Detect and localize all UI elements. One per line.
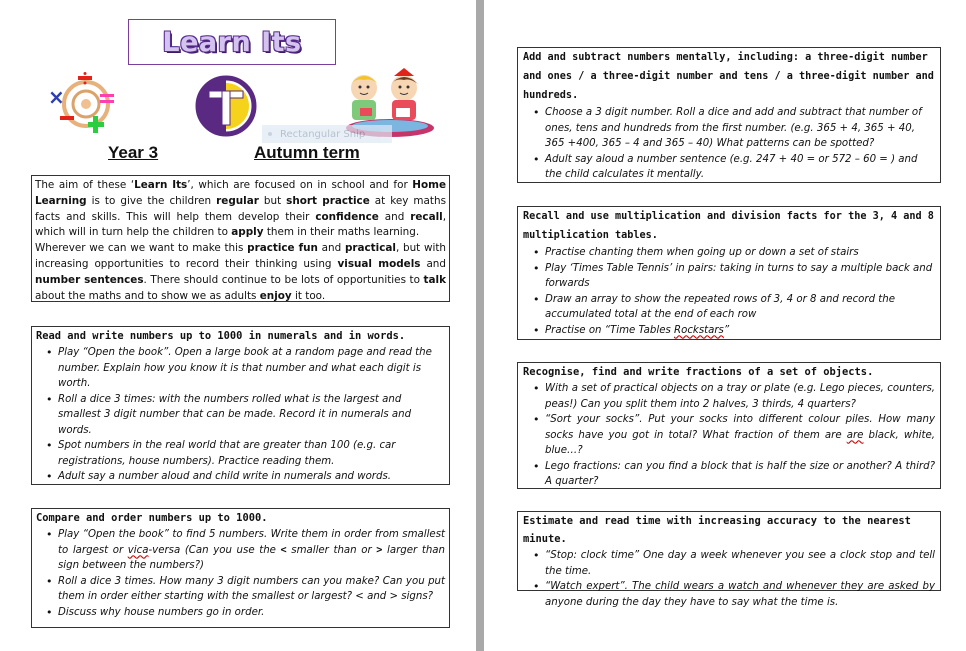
section-read-write — [31, 326, 450, 485]
text-run: them in their maths learning. — [263, 226, 420, 239]
text-run: ’, which are focused on in school and for — [187, 179, 413, 191]
text-run: and — [317, 242, 345, 255]
list-item: • Roll a dice 3 times: with the numbers rolled what is the largest and smallest 3 digit number that can be made. Record it in numerals and words. — [58, 392, 445, 439]
list-item: • Discuss why house numbers go in order. — [58, 605, 445, 621]
list-item: • “Stop: clock time” One day a week whenever you see a clock stop and tell the time. — [545, 548, 935, 579]
section-recall-tables — [517, 206, 941, 340]
spelling-flagged-word: Rockstars — [674, 324, 724, 336]
school-t-logo-icon — [195, 75, 257, 137]
list-item: • Lego fractions: can you find a block that is half the size or another? A third? A quarter? — [545, 459, 935, 490]
comparison-sign: < — [280, 544, 287, 556]
text-run: -versa (Can you use the — [148, 544, 281, 556]
item-text: Practise on “Time Tables — [545, 324, 675, 336]
text-run: Wherever we can we want to make this — [35, 242, 248, 255]
text-run: , which will in turn help the children to — [35, 210, 447, 239]
section-add-subtract — [517, 47, 941, 183]
emphasis-text: regular — [216, 194, 259, 207]
maths-symbols-icon — [48, 72, 118, 136]
text-run: at key maths facts and skills. This will help them develop their — [35, 194, 446, 223]
list-item: • Adult say aloud a number sentence (e.g. 247 + 40 = or 572 – 60 = ) and the child calculates it mentally. — [545, 152, 935, 183]
right-page — [484, 0, 966, 651]
emphasis-text: number sentences — [35, 273, 144, 286]
list-item: • Draw an array to show the repeated rows of 3, 4 or 8 and record the accumulated total at the end of each row — [545, 292, 935, 323]
text-run: and — [420, 257, 446, 270]
list-item — [545, 323, 935, 339]
text-run: it too. — [291, 289, 326, 302]
year-heading: Year 3 — [108, 143, 159, 162]
emphasis-text: recall — [410, 210, 443, 223]
list-item: • With a set of practical objects on a tray or plate (e.g. Lego pieces, counters, peas!) Can you split them into 2 halves, 3 thirds, 4 quarters? — [545, 381, 935, 412]
section-title: Recall and use multiplication and division facts for the 3, 4 and 8 multiplication tables. — [523, 211, 934, 241]
item-text: black, white, blue…? — [545, 429, 935, 456]
list-item: • Roll a dice 3 times. How many 3 digit numbers can you make? Can you put them in order either starting with the smallest or largest? < and > signs? — [58, 574, 445, 605]
list-item — [58, 527, 445, 574]
item-text: ” — [723, 324, 730, 336]
snip-label-text: Rectangular Snip — [280, 128, 366, 140]
comparison-sign: > — [376, 544, 383, 556]
section-title: Add and subtract numbers mentally, including: a three-digit number and ones / a three-digit number and tens / a three-digit number and hundreds. — [523, 52, 934, 101]
list-item — [545, 412, 935, 459]
text-run: and — [378, 210, 411, 223]
snip-dot-icon — [268, 132, 272, 136]
list-item: • Play ‘Times Table Tennis’ in pairs: taking in turns to say a multiple back and forwards — [545, 261, 935, 292]
list-item: • Play “Open the book”. Open a large book at a random page and read the number. Explain how you know it is that number and what each digit is worth. — [58, 345, 445, 392]
section-title: Recognise, find and write fractions of a set of objects. — [523, 366, 874, 378]
emphasis-text: enjoy — [259, 289, 292, 302]
emphasis-text: talk — [423, 273, 446, 286]
section-compare-order — [31, 508, 450, 628]
section-title: Read and write numbers up to 1000 in numerals and in words. — [36, 330, 406, 342]
text-run: is to give the children — [86, 194, 217, 207]
spelling-flagged-word: are — [846, 429, 864, 441]
spelling-flagged-word: vica — [127, 544, 149, 556]
text-run: . There should continue to be lots of opportunities to — [143, 273, 424, 286]
text-run: but — [258, 194, 287, 207]
list-item: • “Watch expert”. The child wears a watch and whenever they are asked by anyone during the day they have to say what the time is. — [545, 579, 935, 610]
section-fractions — [517, 362, 941, 489]
section-time — [517, 511, 941, 608]
title-box — [128, 19, 336, 65]
emphasis-text: practice fun — [247, 242, 318, 255]
snip-tool-label — [262, 125, 392, 143]
text-run: Play “Open the book” to find 5 numbers. Write them in order from smallest to largest or — [58, 529, 445, 556]
emphasis-text: confidence — [315, 210, 379, 223]
text-run: smaller than or — [286, 544, 377, 556]
section-title: Compare and order numbers up to 1000. — [36, 512, 268, 524]
left-page — [0, 0, 476, 651]
emphasis-text: apply — [231, 226, 264, 239]
svg-text:×: × — [48, 85, 65, 109]
intro-paragraph-1 — [35, 178, 446, 241]
text-run: larger than sign between the numbers?) — [58, 544, 445, 571]
emphasis-text: Home Learning — [35, 179, 447, 207]
intro-box — [31, 175, 450, 302]
intro-paragraph-2 — [35, 241, 446, 304]
emphasis-text: visual models — [337, 257, 421, 270]
emphasis-text: short practice — [286, 194, 370, 207]
list-item: • Practise chanting them when going up or down a set of stairs — [545, 245, 935, 261]
item-text: “Sort your socks”. Put your socks into different colour piles. How many socks have you got in total? What fraction of them are — [545, 414, 935, 441]
page-title: Learn Its — [162, 26, 302, 58]
emphasis-text: practical — [344, 242, 396, 255]
term-heading: Autumn term — [254, 143, 360, 162]
list-item: • Choose a 3 digit number. Roll a dice and add and subtract that number of ones, tens and hundreds from the first number. (e.g. 365 + 4, 365 + 40, 365 +400, 365 – 4 and 365 – 40) What patterns can be spotted? — [545, 105, 935, 152]
list-item: • Adult say a number aloud and child write in numerals and words. — [58, 469, 445, 485]
section-title: Estimate and read time with increasing accuracy to the nearest minute. — [523, 515, 911, 545]
text-run: The aim of these ‘ — [35, 179, 135, 191]
list-item: • Spot numbers in the real world that are greater than 100 (e.g. car registrations, house numbers). Practice reading them. — [58, 438, 445, 469]
text-run: , but with increasing opportunities to record their thinking using — [35, 242, 446, 270]
emphasis-text: Learn Its — [134, 179, 188, 191]
text-run: about the maths and to show we as adults — [35, 289, 260, 302]
